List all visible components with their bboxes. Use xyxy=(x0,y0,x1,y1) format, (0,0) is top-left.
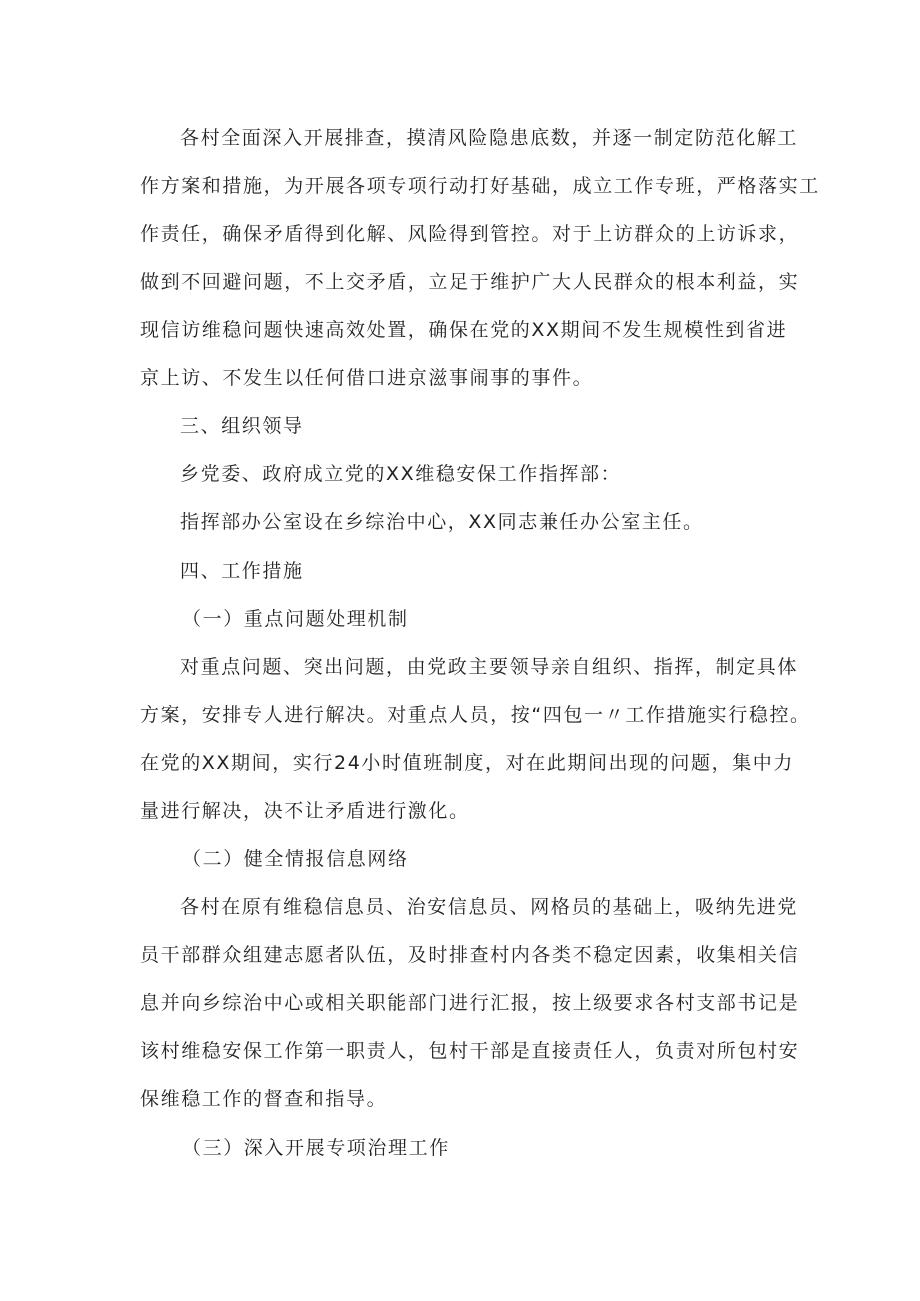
subheading-2: （二）健全情报信息网络 xyxy=(182,848,409,870)
section-heading-4: 四、工作措施 xyxy=(180,560,304,582)
subheading-3: （三）深入开展专项治理工作 xyxy=(182,1137,450,1159)
paragraph-3: 指挥部办公室设在乡综治中心，XX同志兼任办公室主任。 xyxy=(180,511,704,533)
paragraph-5-line-2: 员干部群众组建志愿者队伍，及时排查村内各类不稳定因素，收集相关信 xyxy=(140,944,800,966)
paragraph-5-line-4: 该村维稳安保工作第一职责人，包村干部是直接责任人，负责对所包村安 xyxy=(140,1040,800,1062)
paragraph-5-line-5: 保维稳工作的督查和指导。 xyxy=(140,1088,388,1110)
paragraph-4-line-2: 方案，安排专人进行解决。对重点人员，按“四包一〃工作措施实行稳控。 xyxy=(140,704,811,726)
paragraph-5-line-1: 各村在原有维稳信息员、治安信息员、网格员的基础上，吸纳先进党 xyxy=(180,896,799,918)
paragraph-1-line-6: 京上访、不发生以任何借口进京滋事闹事的事件。 xyxy=(140,367,594,389)
paragraph-4-line-3: 在党的XX期间，实行24小时值班制度，对在此期间出现的问题，集中力 xyxy=(140,752,795,774)
paragraph-2: 乡党委、政府成立党的XX维稳安保工作指挥部： xyxy=(180,463,622,485)
paragraph-4-line-1: 对重点问题、突出问题，由党政主要领导亲自组织、指挥，制定具体 xyxy=(180,656,799,678)
paragraph-1-line-5: 现信访维稳问题快速高效处置，确保在党的XX期间不发生规模性到省进 xyxy=(140,319,788,341)
paragraph-1-line-1: 各村全面深入开展排查，摸清风险隐患底数，并逐一制定防范化解工 xyxy=(180,127,799,149)
paragraph-1-line-4: 做到不回避问题，不上交矛盾，立足于维护广大人民群众的根本利益，实 xyxy=(140,271,800,293)
paragraph-5-line-3: 息并向乡综治中心或相关职能部门进行汇报，按上级要求各村支部书记是 xyxy=(140,992,800,1014)
section-heading-3: 三、组织领导 xyxy=(180,415,304,437)
subheading-1: （一）重点问题处理机制 xyxy=(182,608,409,630)
paragraph-1-line-2: 作方案和措施，为开展各项专项行动打好基础，成立工作专班，严格落实工 xyxy=(140,175,820,197)
paragraph-1-line-3: 作责任，确保矛盾得到化解、风险得到管控。对于上访群众的上访诉求， xyxy=(140,223,800,245)
paragraph-4-line-4: 量进行解决，决不让矛盾进行激化。 xyxy=(140,800,470,822)
